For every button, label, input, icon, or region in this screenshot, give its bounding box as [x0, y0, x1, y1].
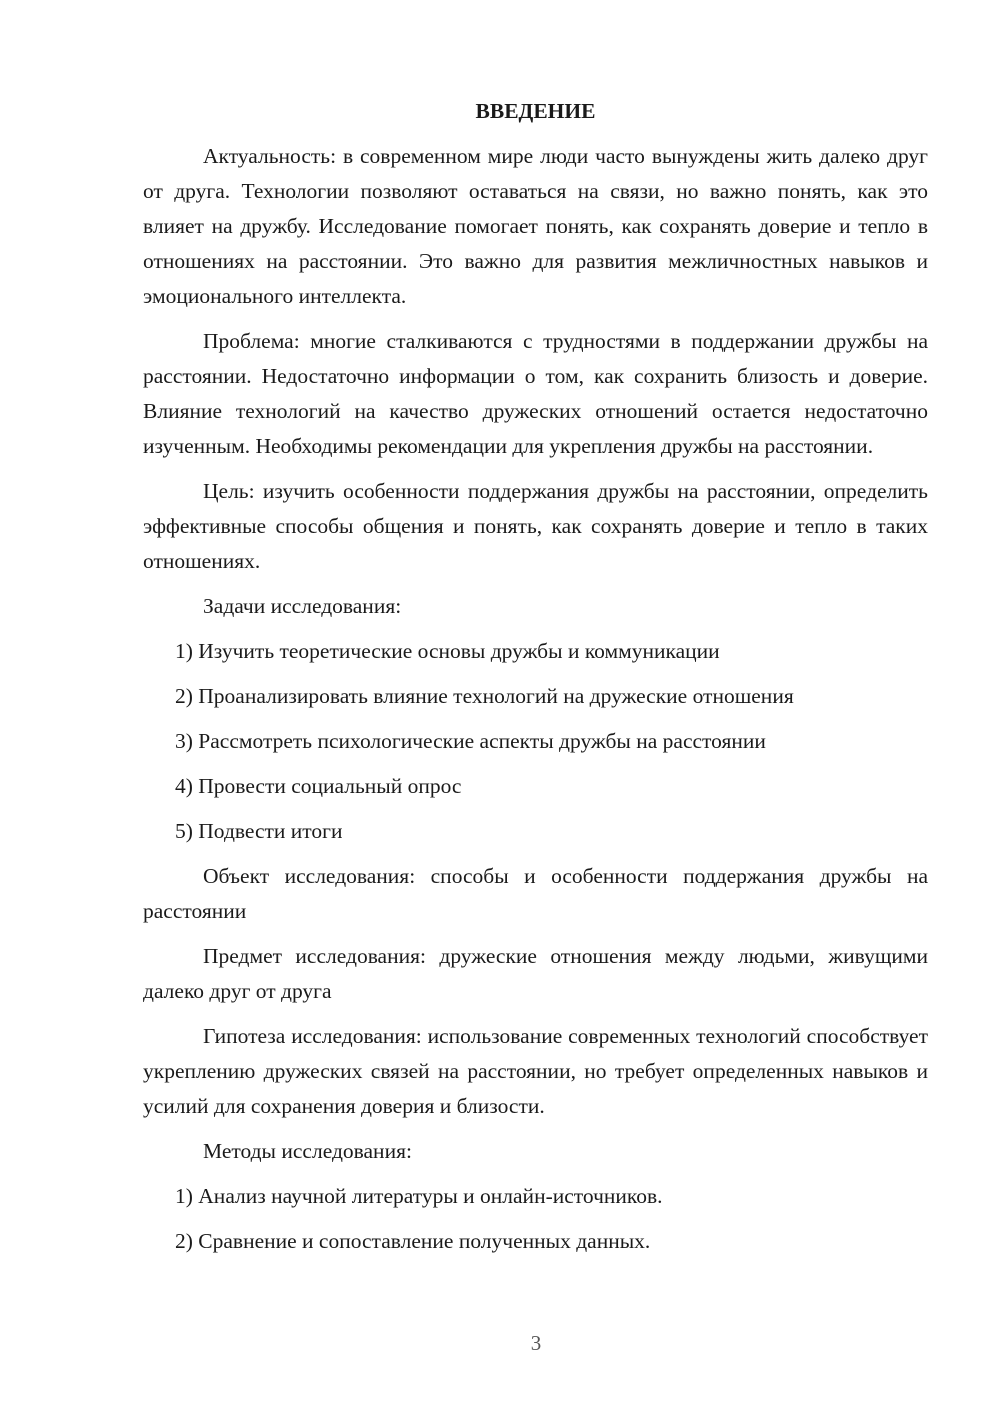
- task-item: 1) Изучить теоретические основы дружбы и коммуникации: [175, 639, 720, 663]
- page-content: [143, 94, 928, 1269]
- task-item: 2) Проанализировать влияние технологий на дружеские отношения: [175, 684, 794, 708]
- task-item: 3) Рассмотреть психологические аспекты дружбы на расстоянии: [175, 729, 766, 753]
- method-item: 1) Анализ научной литературы и онлайн-источников.: [175, 1184, 663, 1208]
- methods-label: Методы исследования:: [203, 1139, 412, 1163]
- problem-paragraph: Проблема: многие сталкиваются с трудностями в поддержании дружбы на расстоянии. Недостаточно информации о том, как сохранить близость и доверие. Влияние технологий на качество дружеских отношений остается недостаточно изученным. Необходимы рекомендации для укрепления дружбы на расстоянии.: [143, 329, 928, 458]
- method-item: 2) Сравнение и сопоставление полученных данных.: [175, 1229, 651, 1253]
- task-item: 4) Провести социальный опрос: [175, 774, 462, 798]
- subject-paragraph: Предмет исследования: дружеские отношения между людьми, живущими далеко друг от друга: [143, 944, 928, 1003]
- relevance-paragraph: Актуальность: в современном мире люди часто вынуждены жить далеко друг от друга. Технологии позволяют оставаться на связи, но важно понять, как это влияет на дружбу. Исследование помогает понять, как сохранять доверие и тепло в отношениях на расстоянии. Это важно для развития межличностных навыков и эмоционального интеллекта.: [143, 144, 928, 308]
- page-title: ВВЕДЕНИЕ: [475, 99, 596, 123]
- goal-paragraph: Цель: изучить особенности поддержания дружбы на расстоянии, определить эффективные способы общения и понять, как сохранять доверие и тепло в таких отношениях.: [143, 479, 928, 573]
- page-number: 3: [530, 1331, 542, 1355]
- hypothesis-paragraph: Гипотеза исследования: использование современных технологий способствует укреплению дружеских связей на расстоянии, но требует определенных навыков и усилий для сохранения доверия и близости.: [143, 1024, 928, 1118]
- task-item: 5) Подвести итоги: [175, 819, 343, 843]
- tasks-label: Задачи исследования:: [203, 594, 402, 618]
- object-paragraph: Объект исследования: способы и особенности поддержания дружбы на расстоянии: [143, 864, 928, 923]
